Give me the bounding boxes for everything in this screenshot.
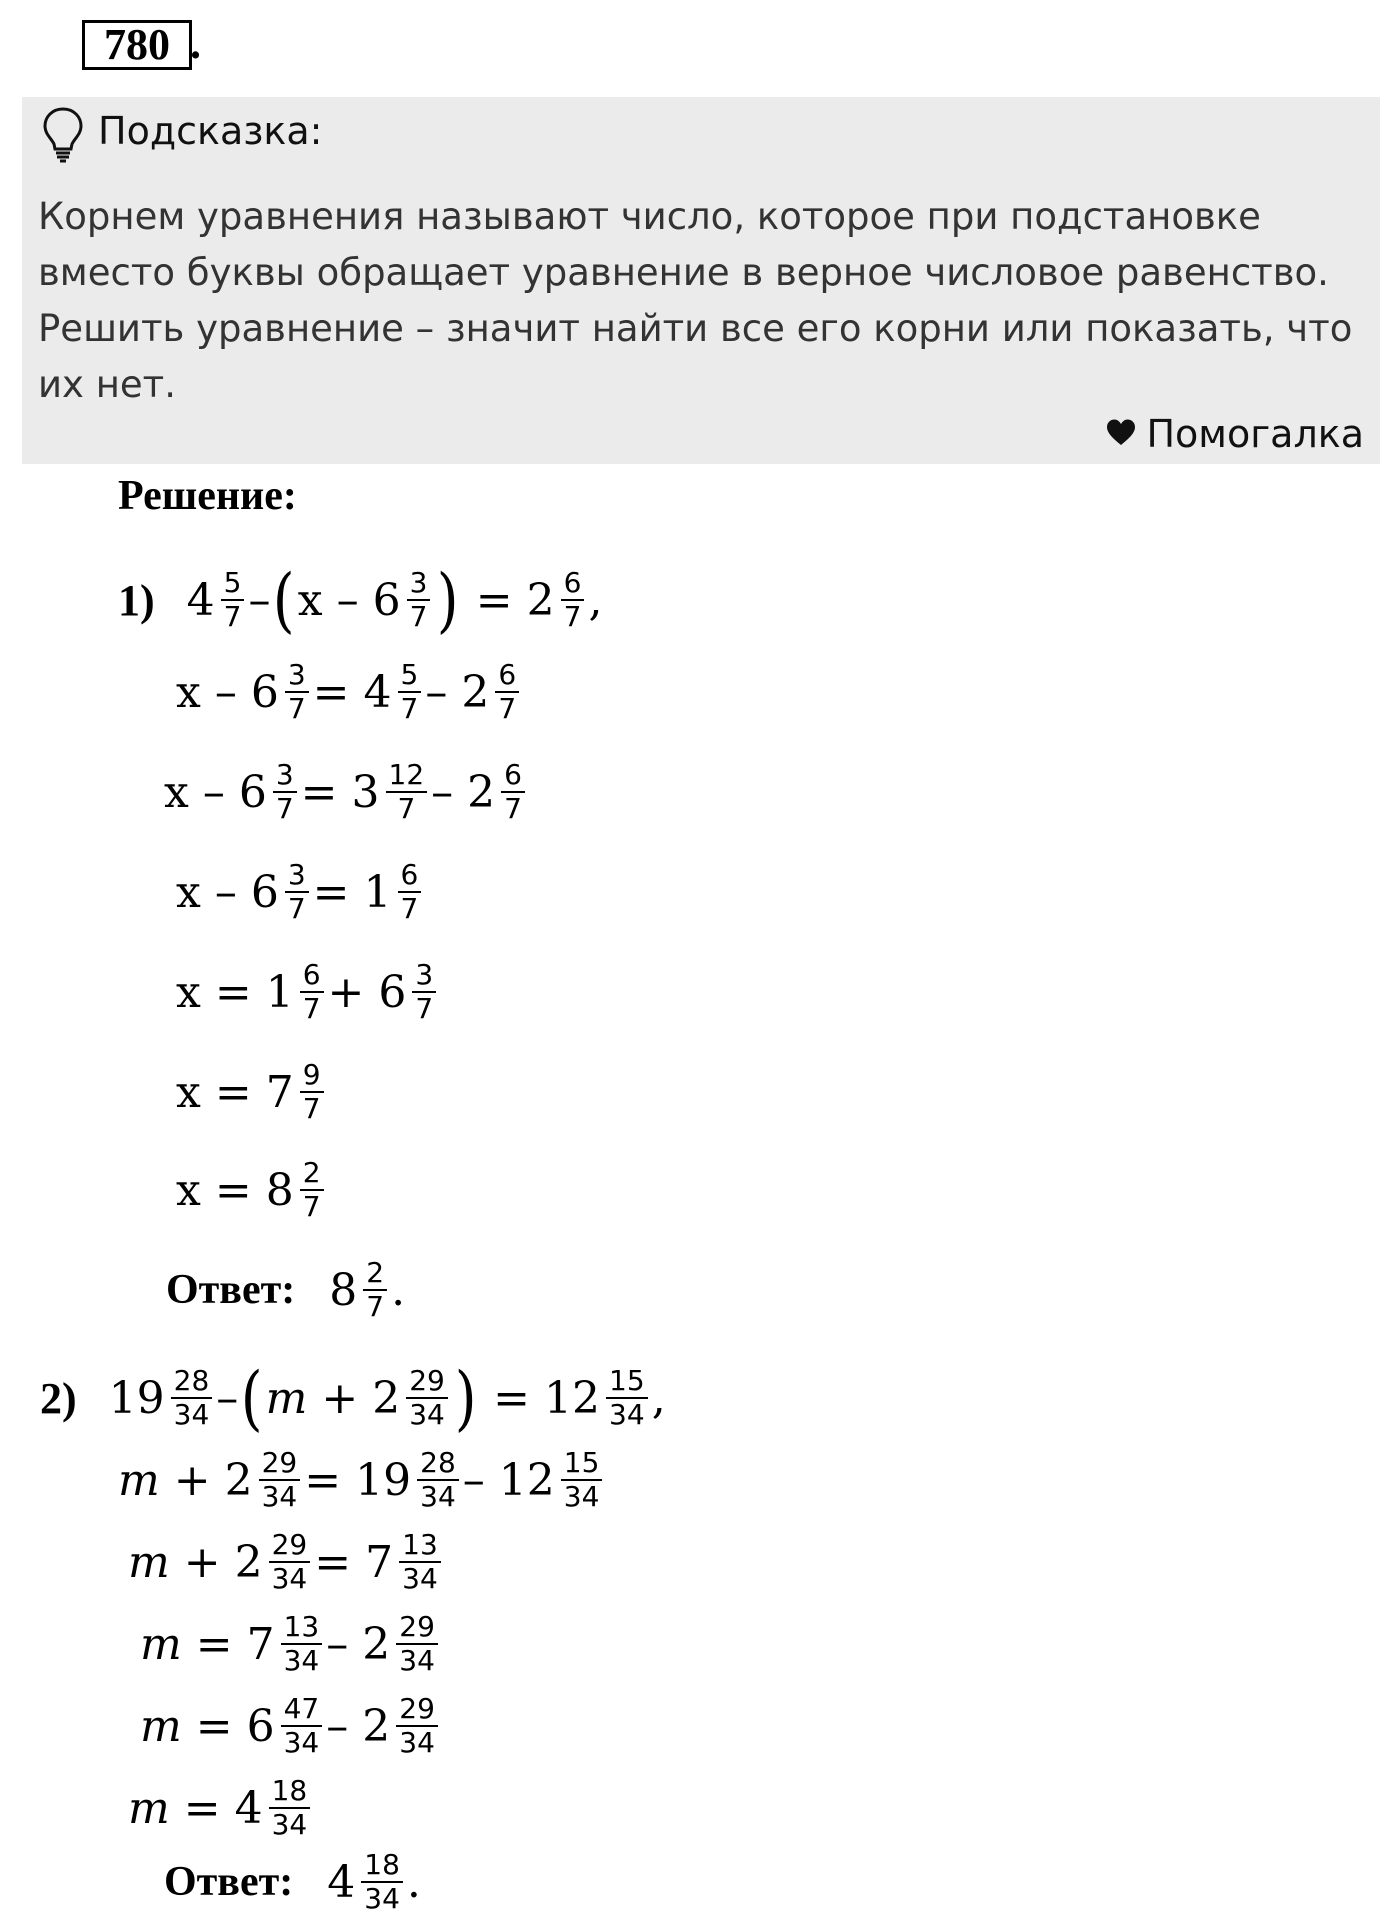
- fraction: $\frac{28}{34}$: [171, 1366, 213, 1430]
- whole: 6: [378, 966, 407, 1018]
- whole: 7: [365, 1536, 394, 1588]
- equals: =: [214, 966, 252, 1018]
- whole: 2: [467, 766, 496, 818]
- variable: m: [140, 1700, 182, 1752]
- operator: –: [216, 1372, 239, 1424]
- variable: x: [297, 574, 323, 626]
- part-label: 2): [40, 1373, 77, 1423]
- whole: 12: [544, 1372, 601, 1424]
- operator: +: [183, 1536, 221, 1588]
- equals: =: [214, 1164, 252, 1216]
- equation-2-step-3: [128, 1522, 445, 1602]
- whole: 19: [355, 1454, 412, 1506]
- fraction: $\frac{2}{7}$: [300, 1158, 324, 1222]
- whole: 6: [246, 1700, 275, 1752]
- fraction: $\frac{5}{7}$: [221, 568, 245, 632]
- operator: –: [431, 766, 454, 818]
- whole: 19: [108, 1372, 165, 1424]
- paren: ): [437, 559, 460, 641]
- fraction: $\frac{3}{7}$: [273, 760, 297, 824]
- whole: 2: [234, 1536, 263, 1588]
- hint-title: Подсказка:: [98, 109, 323, 153]
- variable: x: [176, 866, 201, 918]
- heart-icon: [1106, 418, 1136, 448]
- equation-1-step-6: [176, 1052, 328, 1132]
- fraction: $\frac{3}{7}$: [285, 860, 309, 924]
- fraction: $\frac{3}{7}$: [412, 960, 436, 1024]
- fraction: $\frac{5}{7}$: [398, 660, 422, 724]
- fraction: $\frac{3}{7}$: [407, 568, 431, 632]
- paren: ): [454, 1357, 477, 1439]
- whole: 2: [362, 1700, 391, 1752]
- whole: 1: [265, 966, 294, 1018]
- whole: 6: [372, 574, 401, 626]
- fraction: $\frac{29}{34}$: [396, 1694, 438, 1758]
- whole: 4: [363, 666, 392, 718]
- fraction: $\frac{12}{7}$: [386, 760, 428, 824]
- operator: –: [326, 1700, 349, 1752]
- fraction: $\frac{15}{34}$: [606, 1366, 648, 1430]
- lightbulb-icon: [40, 105, 86, 163]
- equals: =: [475, 574, 513, 626]
- fraction: $\frac{6}{7}$: [398, 860, 422, 924]
- variable: x: [164, 766, 189, 818]
- variable: x: [176, 1164, 201, 1216]
- equation-2-step-5: [140, 1686, 442, 1766]
- fraction: $\frac{29}{34}$: [396, 1612, 438, 1676]
- answer-1: [166, 1250, 405, 1330]
- equation-2-step-4: [140, 1604, 442, 1684]
- whole: 4: [234, 1782, 263, 1834]
- answer-2: [164, 1842, 421, 1922]
- whole: 2: [526, 574, 555, 626]
- equation-1-step-4: [176, 852, 425, 932]
- punctuation: ,: [588, 574, 603, 626]
- whole: 2: [362, 1618, 391, 1670]
- operator: –: [248, 574, 271, 626]
- operator: +: [321, 1372, 359, 1424]
- whole: 4: [327, 1856, 356, 1908]
- punctuation: .: [406, 1856, 421, 1908]
- equals: =: [195, 1618, 233, 1670]
- equals: =: [312, 866, 350, 918]
- equals: =: [300, 766, 338, 818]
- problem-number: 780: [82, 20, 192, 70]
- fraction: $\frac{29}{34}$: [406, 1366, 448, 1430]
- fraction: $\frac{13}{34}$: [399, 1530, 441, 1594]
- paren: (: [273, 559, 296, 641]
- variable: m: [265, 1372, 308, 1424]
- variable: x: [176, 966, 201, 1018]
- punctuation: ,: [651, 1372, 666, 1424]
- fraction: $\frac{29}{34}$: [269, 1530, 311, 1594]
- whole: 4: [186, 574, 215, 626]
- equation-2-step-2: [118, 1440, 606, 1520]
- equation-2-step-6: [128, 1768, 314, 1848]
- whole: 6: [250, 866, 279, 918]
- hint-box: [22, 97, 1380, 464]
- variable: m: [140, 1618, 182, 1670]
- equals: =: [304, 1454, 342, 1506]
- hint-footer: [1106, 409, 1364, 459]
- problem-number-dot: .: [190, 19, 201, 68]
- fraction: $\frac{47}{34}$: [281, 1694, 323, 1758]
- equation-1-step-7: [176, 1150, 328, 1230]
- operator: –: [202, 766, 225, 818]
- operator: –: [214, 866, 237, 918]
- operator: +: [173, 1454, 211, 1506]
- fraction: $\frac{13}{34}$: [281, 1612, 323, 1676]
- fraction: $\frac{9}{7}$: [300, 1060, 324, 1124]
- part-label: 1): [118, 575, 155, 625]
- equation-1-step-2: [176, 652, 523, 732]
- equation-1-step-3: [164, 752, 529, 832]
- answer-label: Ответ:: [166, 1267, 296, 1313]
- equation-1-step-5: [176, 952, 440, 1032]
- fraction: $\frac{3}{7}$: [285, 660, 309, 724]
- equals: =: [214, 1066, 252, 1118]
- equals: =: [183, 1782, 221, 1834]
- whole: 7: [265, 1066, 294, 1118]
- variable: m: [128, 1782, 170, 1834]
- equals: =: [493, 1372, 531, 1424]
- fraction: $\frac{18}{34}$: [361, 1850, 403, 1914]
- whole: 6: [250, 666, 279, 718]
- whole: 8: [329, 1264, 358, 1316]
- whole: 1: [363, 866, 392, 918]
- fraction: $\frac{28}{34}$: [417, 1448, 459, 1512]
- equals: =: [314, 1536, 352, 1588]
- hint-text: Корнем уравнения называют число, которое при подстановке вместо буквы обращает уравнение в верное числовое равенство. Решить уравнение – значит найти все его корни или показать, что их нет.: [38, 195, 1353, 406]
- operator: –: [336, 574, 359, 626]
- whole: 7: [246, 1618, 275, 1670]
- whole: 2: [224, 1454, 253, 1506]
- fraction: $\frac{29}{34}$: [259, 1448, 301, 1512]
- variable: x: [176, 1066, 201, 1118]
- fraction: $\frac{18}{34}$: [269, 1776, 311, 1840]
- operator: –: [425, 666, 448, 718]
- fraction: $\frac{6}{7}$: [300, 960, 324, 1024]
- variable: m: [128, 1536, 170, 1588]
- equation-2-step-1: [40, 1358, 666, 1438]
- paren: (: [241, 1357, 263, 1439]
- operator: –: [214, 666, 237, 718]
- punctuation: .: [391, 1264, 406, 1316]
- whole: 6: [238, 766, 267, 818]
- whole: 3: [351, 766, 380, 818]
- variable: m: [118, 1454, 160, 1506]
- whole: 2: [461, 666, 490, 718]
- equation-1-step-1: [118, 560, 602, 640]
- fraction: $\frac{2}{7}$: [363, 1258, 387, 1322]
- whole: 2: [372, 1372, 401, 1424]
- fraction: $\frac{15}{34}$: [561, 1448, 603, 1512]
- brand-name: Помогалка: [1146, 412, 1364, 456]
- solution-heading: Решение:: [118, 473, 297, 519]
- answer-label: Ответ:: [164, 1859, 294, 1905]
- operator: –: [326, 1618, 349, 1670]
- fraction: $\frac{6}{7}$: [495, 660, 519, 724]
- equals: =: [312, 666, 350, 718]
- operator: –: [462, 1454, 485, 1506]
- variable: x: [176, 666, 201, 718]
- whole: 8: [265, 1164, 294, 1216]
- equals: =: [195, 1700, 233, 1752]
- fraction: $\frac{6}{7}$: [501, 760, 525, 824]
- fraction: $\frac{6}{7}$: [561, 568, 585, 632]
- operator: +: [327, 966, 365, 1018]
- whole: 12: [498, 1454, 555, 1506]
